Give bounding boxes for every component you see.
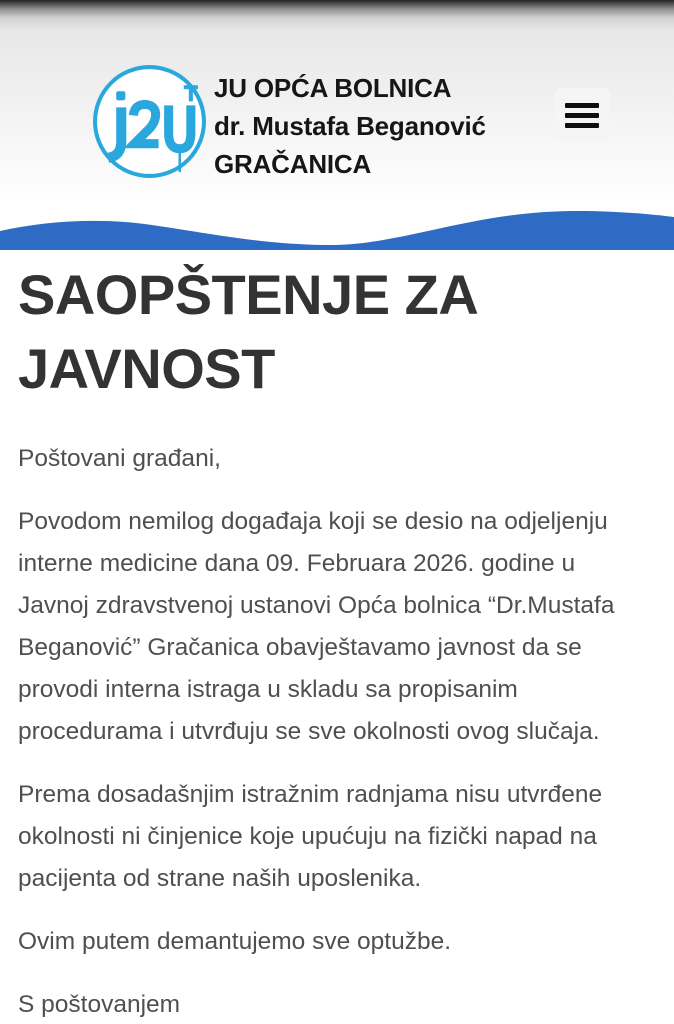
paragraph-incident: Povodom nemilog događaja koji se desio na odjeljenju interne medicine dana 09. Februara 2026. godine u Javnoj zdravstvenoj ustanovi Opća bolnica “Dr.Mustafa Beganović” Gračanica obavještavamo javnost da se provodi interna istraga u skladu sa propisanim procedurama i utvrđuju se sve okolnosti ovog slučaja. [18,508,615,745]
paragraph-denial: Ovim putem demantujemo sve optužbe. [18,928,452,955]
paragraph-investigation: Prema dosadašnjim istražnim radnjama nisu utvrđene okolnosti ni činjenice koje upućuju na fizički napad na pacijenta od strane naših uposlenika. [18,781,603,892]
hamburger-bar [565,103,599,108]
article [0,250,674,1024]
hamburger-menu-button[interactable] [554,88,610,142]
paragraph-greeting: Poštovani građani, [18,445,221,472]
hamburger-bar [565,123,599,128]
page-title: SAOPŠTENJE ZA JAVNOST [18,263,477,400]
site-logo[interactable] [89,61,210,182]
site-header [0,0,674,200]
wave-divider [0,200,674,250]
paragraph-signoff: S poštovanjem [18,991,181,1018]
hamburger-bar [565,113,599,118]
site-title [214,69,486,183]
site-title-line-1: JU OPĆA BOLNICA [214,73,452,103]
site-title-line-2: dr. Mustafa Beganović [214,111,486,141]
hamburger-menu-icon [565,103,599,128]
hospital-logo-icon [89,61,210,182]
wave-shape-icon [0,200,674,250]
site-title-line-3: GRAČANICA [214,149,372,179]
